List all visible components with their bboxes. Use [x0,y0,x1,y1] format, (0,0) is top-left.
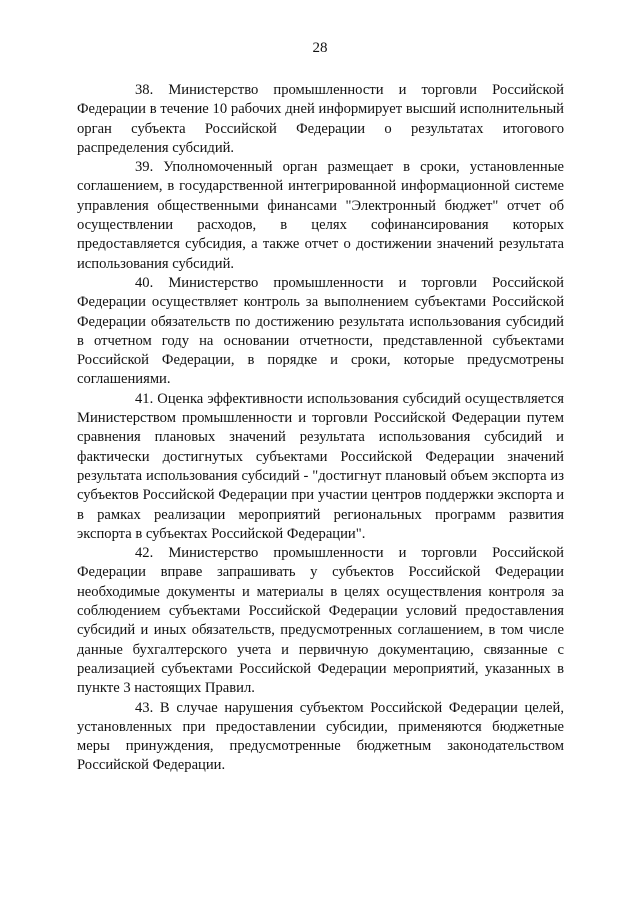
paragraph-41: 41. Оценка эффективности использования субсидий осуществляется Министерством промышленности и торговли Российской Федерации путем сравнения плановых значений результата использования субсидий и фактически достигнутых субъектами Российской Федерации значений результата использования субсидий - "достигнут плановый объем экспорта из субъектов Российской Федерации при участии центров поддержки экспорта и в рамках реализации мероприятий региональных программ развития экспорта в субъектах Российской Федерации". [77,390,564,542]
paragraph-43: 43. В случае нарушения субъектом Российской Федерации целей, установленных при предоставлении субсидии, применяются бюджетные меры принуждения, предусмотренные бюджетным законодательством Российской Федерации. [77,699,564,774]
document-body [77,81,564,776]
page-number: 28 [312,40,328,56]
paragraph-39: 39. Уполномоченный орган размещает в сроки, установленные соглашением, в государственной интегрированной информационной системе управления общественными финансами "Электронный бюджет" отчет об осуществлении расходов, в целях софинансирования которых предоставляется субсидия, а также отчет о достижении значений результата использования субсидий. [77,159,564,272]
paragraph-38: 38. Министерство промышленности и торговли Российской Федерации в течение 10 рабочих дней информирует высший исполнительный орган субъекта Российской Федерации о результатах итогового распределения субсидий. [77,82,564,156]
paragraph-40: 40. Министерство промышленности и торговли Российской Федерации осуществляет контроль за выполнением субъектами Российской Федерации обязательств по достижению результата использования субсидий в отчетном году на основании отчетности, представленной субъектами Российской Федерации, в порядке и сроки, которые предусмотрены соглашениями. [77,274,564,388]
paragraph-42: 42. Министерство промышленности и торговли Российской Федерации вправе запрашивать у субъектов Российской Федерации необходимые документы и материалы в целях осуществления контроля за соблюдением субъектами Российской Федерации условий предоставления субсидий и иных обязательств, предусмотренных соглашением, в том числе данные бухгалтерского учета и первичную документацию, связанные с реализацией субъектами Российской Федерации мероприятий, указанных в пункте 3 настоящих Правил. [77,545,564,697]
